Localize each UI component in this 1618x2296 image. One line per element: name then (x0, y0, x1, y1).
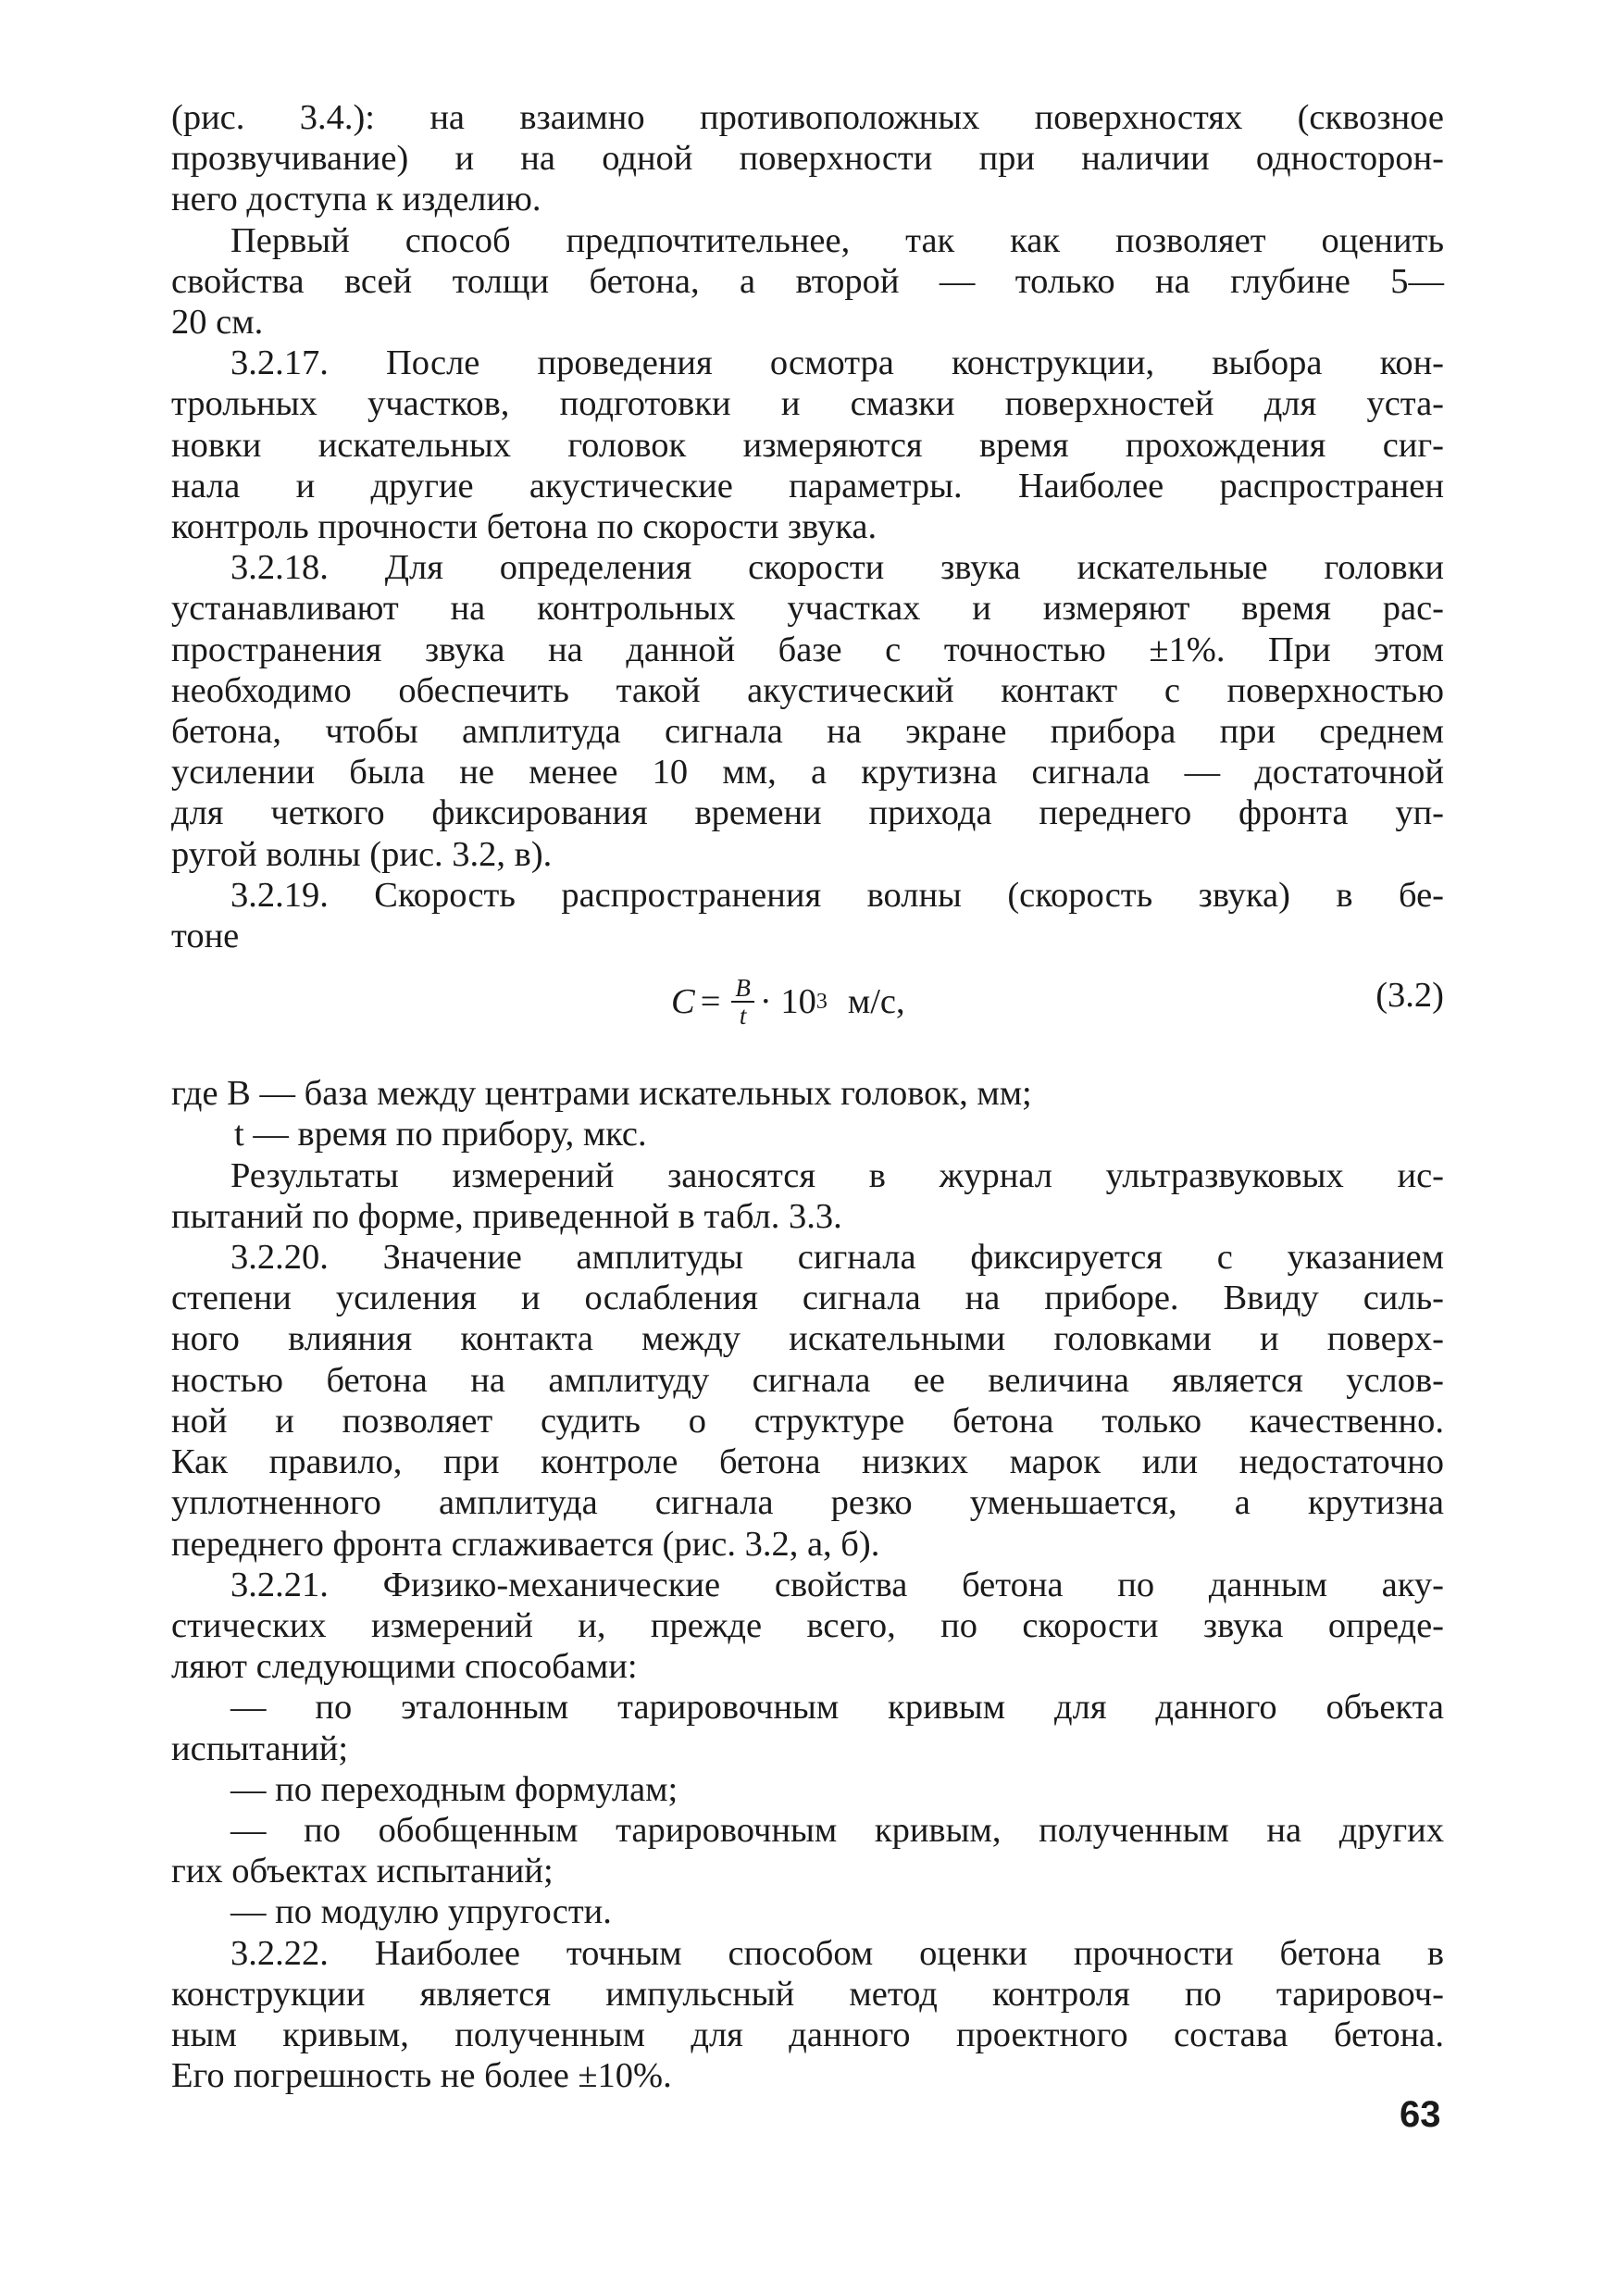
text-line: ностью бетона на амплитуду сигнала ее величина является услов- (171, 1360, 1444, 1400)
text-line: него доступа к изделию. (171, 180, 541, 219)
text-line: степени усиления и ослабления сигнала на приборе. Ввиду силь- (171, 1279, 1444, 1318)
formula-legend (171, 1073, 1444, 1154)
text-line: 3.2.17. После проведения осмотра конструкции, выбора кон- (230, 343, 1444, 383)
text-line: (рис. 3.4.): на взаимно противоположных поверхностях (сквозное (171, 98, 1444, 137)
legend-line: где B — база между центрами искательных головок, мм; (171, 1074, 1032, 1114)
list-item (171, 1769, 1444, 1810)
text-line: тоне (171, 917, 240, 956)
paragraph-methods (171, 220, 1444, 343)
section-3-2-22 (171, 1933, 1444, 2097)
text-line: 3.2.19. Скорость распространения волны (скорость звука) в бе- (230, 875, 1444, 915)
text-line: Его погрешность не более ±10%. (171, 2056, 672, 2096)
section-3-2-21 (171, 1565, 1444, 1688)
text-line: 3.2.20. Значение амплитуды сигнала фиксируется с указанием (230, 1238, 1444, 1278)
text-line: ного влияния контакта между искательными головками и поверх- (171, 1319, 1444, 1359)
text-line: бетона, чтобы амплитуда сигнала на экране прибора при среднем (171, 712, 1444, 752)
text-line: Результаты измерений заносятся в журнал ультразвуковых ис- (230, 1155, 1444, 1195)
formula-multiplier: · 10 (759, 982, 816, 1022)
paragraph-continuation (171, 97, 1444, 220)
text-line: новки искательных головок измеряются время прохождения сиг- (171, 425, 1444, 465)
section-3-2-20 (171, 1237, 1444, 1565)
text-line: Первый способ предпочтительнее, так как позволяет оценить (230, 220, 1444, 260)
text-line: контроль прочности бетона по скорости звука. (171, 507, 877, 547)
formula-3-2 (171, 964, 1444, 1066)
text-line: гих объектах испытаний; (171, 1852, 554, 1891)
text-line: — по переходным формулам; (230, 1769, 678, 1809)
text-line: 20 см. (171, 303, 264, 343)
text-line: устанавливают на контрольных участках и измеряют время рас- (171, 589, 1444, 629)
text-line: Как правило, при контроле бетона низких марок или недостаточно (171, 1442, 1444, 1482)
text-line: стических измерений и, прежде всего, по скорости звука опреде- (171, 1605, 1444, 1645)
formula-lhs: C (671, 982, 695, 1022)
text-line: конструкции является импульсный метод контроля по тарировоч- (171, 1974, 1444, 2014)
formula-number: (3.2) (1375, 976, 1444, 1016)
section-3-2-17 (171, 343, 1444, 547)
text-line: усилении была не менее 10 мм, а крутизна сигнала — достаточной (171, 753, 1444, 792)
list-item (171, 1687, 1444, 1768)
text-line: нала и другие акустические параметры. Наиболее распространен (171, 466, 1444, 505)
text-line: пытаний по форме, приведенной в табл. 3.3. (171, 1196, 842, 1236)
text-line: свойства всей толщи бетона, а второй — только на глубине 5— (171, 261, 1444, 301)
section-3-2-19 (171, 875, 1444, 956)
paragraph-results (171, 1155, 1444, 1237)
formula-expression: C = $\frac{B}{t}$ · 10 3 м/с, (671, 974, 905, 1030)
formula-unit: м/с, (847, 982, 905, 1022)
text-line: — по модулю упругости. (230, 1892, 612, 1932)
list-item (171, 1810, 1444, 1891)
page-body (171, 97, 1444, 2096)
text-line: — по эталонным тарировочным кривым для данного объекта (230, 1688, 1444, 1728)
text-line: ной и позволяет судить о структуре бетона только качественно. (171, 1401, 1444, 1441)
formula-denominator: t (739, 1002, 747, 1030)
list-item (171, 1891, 1444, 1932)
text-line: испытаний; (171, 1728, 349, 1768)
text-line: переднего фронта сглаживается (рис. 3.2, а, б). (171, 1524, 880, 1564)
text-line: ным кривым, полученным для данного проектного состава бетона. (171, 2015, 1444, 2054)
section-3-2-18 (171, 547, 1444, 875)
text-line: — по обобщенным тарировочным кривым, полученным на других (230, 1810, 1444, 1850)
formula-equals: = (700, 982, 721, 1022)
legend-line: t — время по прибору, мкс. (234, 1115, 647, 1154)
text-line: необходимо обеспечить такой акустический контакт с поверхностью (171, 670, 1444, 710)
page-number: 63 (1400, 2094, 1441, 2135)
text-line: прозвучивание) и на одной поверхности при наличии односторон- (171, 139, 1444, 179)
text-line: пространения звука на данной базе с точностью ±1%. При этом (171, 630, 1444, 669)
formula-fraction (731, 975, 754, 1029)
text-line: для четкого фиксирования времени прихода переднего фронта уп- (171, 793, 1444, 833)
text-line: 3.2.22. Наиболее точным способом оценки прочности бетона в (230, 1933, 1444, 1973)
text-line: 3.2.18. Для определения скорости звука искательные головки (230, 548, 1444, 588)
text-line: трольных участков, подготовки и смазки поверхностей для уста- (171, 384, 1444, 424)
text-line: ругой волны (рис. 3.2, в). (171, 834, 553, 874)
formula-numerator: B (731, 975, 754, 1003)
text-line: уплотненного амплитуда сигнала резко уменьшается, а крутизна (171, 1483, 1444, 1523)
text-line: 3.2.21. Физико-механические свойства бетона по данным аку- (230, 1565, 1444, 1604)
text-line: ляют следующими способами: (171, 1647, 638, 1687)
